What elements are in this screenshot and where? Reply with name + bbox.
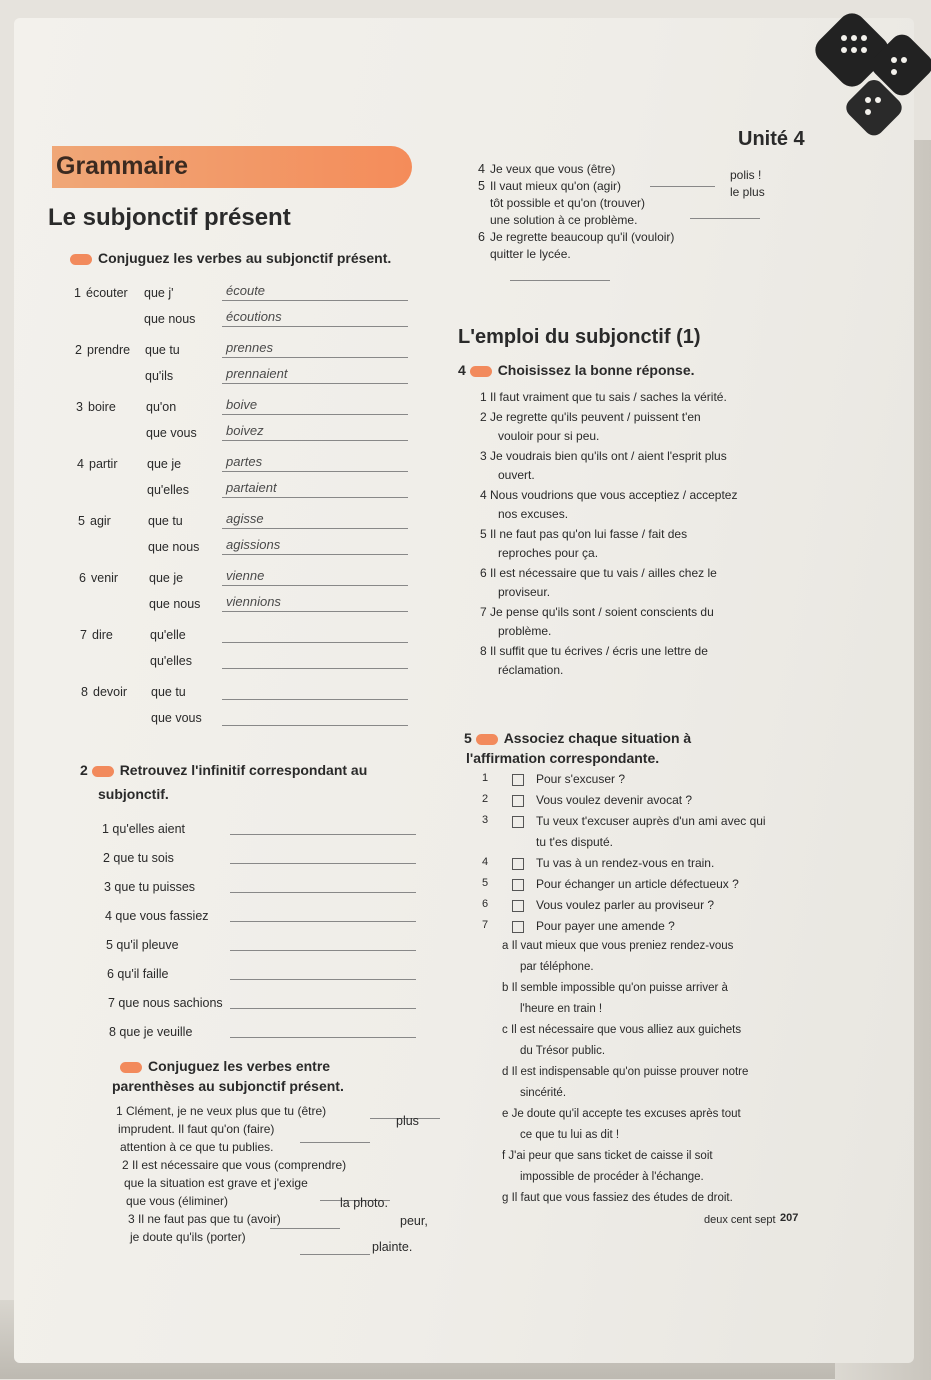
verb-infinitive: écouter [86,286,128,300]
answer-line[interactable] [230,863,416,864]
exercise-2-title-line2: subjonctif. [98,786,169,802]
answer-line[interactable] [230,1008,416,1009]
affirmation-text: sincérité. [520,1087,567,1099]
page-subtitle: Le subjonctif présent [48,204,291,231]
answer-line[interactable] [230,950,416,951]
exercise-1-title: Conjuguez les verbes au subjonctif présent. [70,250,391,266]
infinitive-prompt: 7 que nous sachions [108,996,223,1010]
subject-pronoun: qu'elles [150,654,192,668]
verb-infinitive: partir [89,457,118,471]
situation-number: 3 [482,814,489,826]
infinitive-prompt: 6 qu'il faille [107,967,169,981]
match-checkbox[interactable] [512,858,524,870]
choice-sentence: 2 Je regrette qu'ils peuvent / puissent t'en [480,409,701,424]
exercise-5-title-line2: l'affirmation correspondante. [466,750,660,766]
answer-line[interactable] [222,440,408,441]
subject-pronoun: qu'elles [147,483,189,497]
item-number: 6 [478,230,485,244]
answer-line[interactable] [222,357,408,358]
verb-label: 3 [76,400,83,414]
answer-text: viennions [226,594,281,609]
affirmation-text: du Trésor public. [520,1045,606,1057]
verb-label: 5 [78,514,85,528]
choice-sentence: ouvert. [498,468,535,482]
infinitive-prompt: 3 que tu puisses [104,880,196,894]
affirmation-text: c Il est nécessaire que vous alliez aux guichets [502,1024,742,1036]
affirmation-text: e Je doute qu'il accepte tes excuses après tout [502,1108,741,1120]
answer-line[interactable] [270,1228,340,1229]
sentence-text: Je veux que vous (être) [490,162,616,176]
exercise-badge [120,1062,142,1073]
answer-line[interactable] [222,326,408,327]
fragment-peur: peur, [400,1214,428,1228]
item-number: 5 [478,179,485,193]
answer-line[interactable] [650,186,715,187]
situation-number: 1 [482,772,489,784]
answer-line[interactable] [222,300,408,301]
subject-pronoun: que je [149,571,184,585]
answer-text: boivez [226,423,264,438]
answer-line[interactable] [222,699,408,700]
answer-line[interactable] [230,979,416,980]
match-checkbox[interactable] [512,774,524,786]
answer-text: partes [226,454,263,469]
answer-line[interactable] [222,725,408,726]
infinitive-prompt: 4 que vous fassiez [105,909,209,923]
answer-line[interactable] [690,218,760,219]
match-checkbox[interactable] [512,900,524,912]
subject-pronoun: que j' [144,286,174,300]
choice-sentence: 5 Il ne faut pas qu'on lui fasse / fait des [480,526,688,541]
sentence-line: attention à ce que tu publies. [120,1140,274,1154]
situation-number: 6 [482,898,489,910]
infinitive-prompt: 2 que tu sois [103,851,174,865]
answer-line[interactable] [222,497,408,498]
verb-infinitive: prendre [87,343,131,357]
answer-text: prennes [226,340,273,355]
choice-sentence: 3 Je voudrais bien qu'ils ont / aient l'esprit plus [480,448,727,463]
affirmation-text: impossible de procéder à l'échange. [520,1171,704,1183]
exercise-badge [470,366,492,377]
exercise-badge [92,766,114,777]
verb-label: 2 [75,343,82,357]
subject-pronoun: que nous [144,312,196,326]
subject-pronoun: que tu [151,685,186,699]
exercise-badge [476,734,498,745]
situation-number: 7 [482,919,489,931]
sentence-text: Je regrette beaucoup qu'il (vouloir) [490,230,675,244]
verb-infinitive: venir [91,571,119,585]
verb-infinitive: agir [90,514,111,528]
match-checkbox[interactable] [512,921,524,933]
choice-sentence: 1 Il faut vraiment que tu sais / saches la vérité. [480,390,727,404]
affirmation-text: d Il est indispensable qu'on puisse prouver notre [502,1066,749,1078]
sentence-text: quitter le lycée. [490,247,571,261]
answer-line[interactable] [222,668,408,669]
verb-label: 6 [79,571,86,585]
answer-line[interactable] [222,585,408,586]
verb-infinitive: boire [88,400,116,414]
answer-line[interactable] [222,642,408,643]
situation-text: Pour s'excuser ? [536,772,625,786]
exercise-4-title: 4 Choisissez la bonne réponse. [458,362,695,378]
subject-pronoun: que tu [145,343,180,357]
choice-sentence: 4 Nous voudrions que vous acceptiez / acceptez [480,487,738,502]
sentence-end: le plus [730,185,765,199]
verb-label: 1 [74,286,81,300]
answer-line[interactable] [230,834,416,835]
verb-label: 4 [77,457,84,471]
infinitive-prompt: 5 qu'il pleuve [106,938,179,952]
answer-text: écoute [226,283,266,298]
exercise-badge [70,254,92,265]
affirmation-text: a Il vaut mieux que vous preniez rendez-vous [502,940,734,952]
answer-line[interactable] [222,611,408,612]
choice-sentence: vouloir pour si peu. [498,429,600,443]
emploi-title: L'emploi du subjonctif (1) [458,326,701,348]
infinitive-prompt: 8 que je veuille [109,1025,193,1039]
answer-text: vienne [226,568,265,583]
situation-text: Tu veux t'excuser auprès d'un ami avec qui [536,814,766,828]
match-checkbox[interactable] [512,879,524,891]
choice-sentence: 8 Il suffit que tu écrives / écris une lettre de [480,643,708,658]
sentence-text: Il vaut mieux qu'on (agir) [490,179,622,193]
answer-text: agissions [226,537,281,552]
situation-number: 4 [482,856,489,868]
answer-text: prennaient [226,366,288,381]
answer-line[interactable] [230,892,416,893]
answer-line[interactable] [230,921,416,922]
subject-pronoun: que tu [148,514,183,528]
sentence-line: 2 Il est nécessaire que vous (comprendre) [122,1158,347,1172]
fragment-photo: la photo. [340,1196,388,1210]
affirmation-text: par téléphone. [520,961,594,973]
sentence-end: polis ! [730,168,762,182]
subject-pronoun: qu'on [146,400,177,414]
subject-pronoun: qu'ils [145,369,174,383]
sentence-line: que la situation est grave et j'exige [124,1176,308,1190]
sentence-text: une solution à ce problème. [490,213,638,227]
sentence-line: je doute qu'ils (porter) [130,1230,246,1244]
choice-sentence: problème. [498,624,552,638]
answer-line[interactable] [300,1254,370,1255]
exercise-2-title: 2 Retrouvez l'infinitif correspondant au [80,762,368,778]
choice-sentence: reproches pour ça. [498,546,599,560]
section-title: Grammaire [56,152,189,180]
subject-pronoun: que vous [146,426,197,440]
situation-text: Pour échanger un article défectueux ? [536,877,739,891]
choice-sentence: proviseur. [498,585,551,599]
subject-pronoun: que je [147,457,182,471]
answer-line[interactable] [222,554,408,555]
answer-line[interactable] [222,383,408,384]
affirmation-text: ce que tu lui as dit ! [520,1129,620,1141]
situation-text: Pour payer une amende ? [536,919,675,933]
choice-sentence: 7 Je pense qu'ils sont / soient conscients du [480,604,714,619]
subject-pronoun: que vous [151,711,202,725]
sentence-line: imprudent. Il faut qu'on (faire) [118,1122,275,1136]
page-number-words: deux cent sept [704,1214,776,1226]
sentence-text: tôt possible et qu'on (trouver) [490,196,646,210]
affirmation-text: b Il semble impossible qu'on puisse arriver à [502,982,728,994]
sentence-line: que vous (éliminer) [126,1194,229,1208]
answer-text: boive [226,397,258,412]
verb-label: 8 [81,685,88,699]
answer-line[interactable] [222,528,408,529]
fragment-plainte: plainte. [372,1240,413,1254]
situation-text: tu t'es disputé. [536,835,614,849]
affirmation-text: g Il faut que vous fassiez des études de droit. [502,1192,733,1204]
answer-text: partaient [226,480,277,495]
affirmation-text: l'heure en train ! [520,1003,603,1015]
exercise-3-title-line2: parenthèses au subjonctif présent. [112,1078,344,1094]
decorative-dots-icon [792,0,931,150]
answer-line[interactable] [222,414,408,415]
choice-sentence: nos excuses. [498,507,569,521]
situation-text: Vous voulez devenir avocat ? [536,793,693,807]
item-number: 4 [478,162,485,176]
match-checkbox[interactable] [512,795,524,807]
sentence-line: 1 Clément, je ne veux plus que tu (être) [116,1104,327,1118]
answer-text: écoutions [226,309,282,324]
subject-pronoun: que nous [148,540,200,554]
answer-line[interactable] [300,1142,370,1143]
verb-infinitive: dire [92,628,113,642]
unit-title: Unité 4 [738,128,805,150]
answer-text: agisse [226,511,264,526]
choice-sentence: 6 Il est nécessaire que tu vais / ailles chez le [480,565,717,580]
verb-label: 7 [80,628,87,642]
fragment-plus: plus [396,1114,419,1128]
choice-sentence: réclamation. [498,663,564,677]
situation-number: 5 [482,877,489,889]
verb-infinitive: devoir [93,685,128,699]
sentence-line: 3 Il ne faut pas que tu (avoir) [128,1212,281,1226]
exercise-5-title: 5 Associez chaque situation à [464,730,692,746]
situation-number: 2 [482,793,489,805]
page-number: 207 [780,1212,799,1224]
answer-line[interactable] [222,471,408,472]
subject-pronoun: qu'elle [150,628,186,642]
subject-pronoun: que nous [149,597,201,611]
affirmation-text: f J'ai peur que sans ticket de caisse il soit [502,1150,713,1162]
situation-text: Tu vas à un rendez-vous en train. [536,856,715,870]
answer-line[interactable] [510,280,610,281]
infinitive-prompt: 1 qu'elles aient [102,822,186,836]
match-checkbox[interactable] [512,816,524,828]
situation-text: Vous voulez parler au proviseur ? [536,898,715,912]
exercise-3-title: Conjuguez les verbes entre [120,1058,330,1074]
answer-line[interactable] [230,1037,416,1038]
